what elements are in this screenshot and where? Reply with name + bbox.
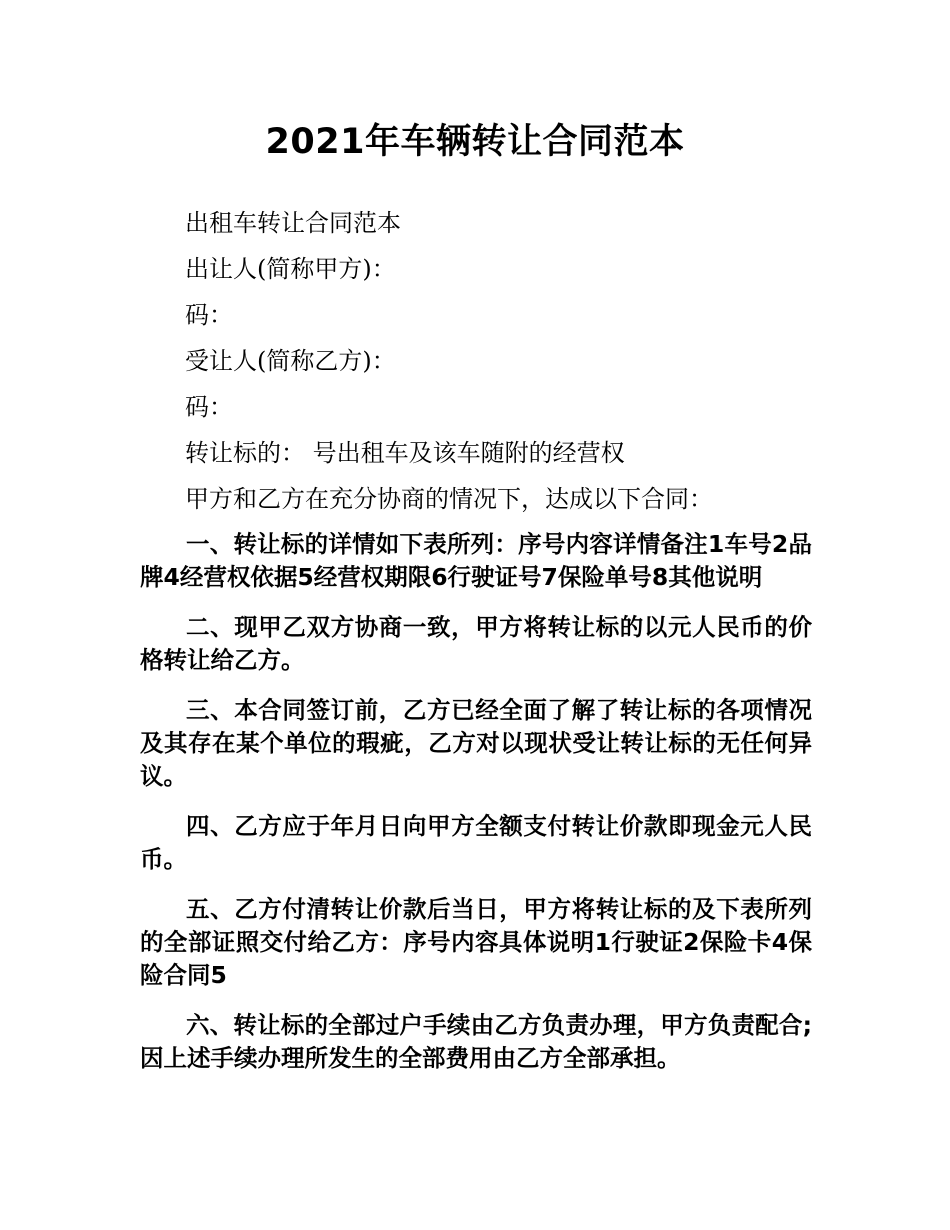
clause-3: 三、本合同签订前，乙方已经全面了解了转让标的各项情况及其存在某个单位的瑕疵，乙方对以现状受让转让标的无任何异议。: [140, 696, 812, 790]
intro-line-transferee: 受让人(简称乙方)：: [185, 347, 396, 375]
intro-line-transferor: 出让人(简称甲方)：: [185, 255, 396, 283]
clause-1: 一、转让标的详情如下表所列：序号内容详情备注1车号2品牌4经营权依据5经营权期限6行驶证号7保险单号8其他说明: [140, 530, 812, 591]
intro-line-heading: 出租车转让合同范本: [185, 209, 401, 237]
intro-line-code: 码：: [185, 393, 233, 421]
clause-4: 四、乙方应于年月日向甲方全额支付转让价款即现金元人民币。: [140, 812, 812, 873]
intro-line-subject: 转让标的： 号出租车及该车随附的经营权: [185, 439, 625, 467]
intro-lines: [185, 200, 845, 522]
clause-5: 五、乙方付清转让价款后当日，甲方将转让标的及下表所列的全部证照交付给乙方：序号内容具体说明1行驶证2保险卡4保险合同5: [140, 895, 812, 989]
document-title: 2021年车辆转让合同范本: [265, 122, 685, 162]
intro-line-code: 码：: [185, 301, 233, 329]
intro-line-agreement: 甲方和乙方在充分协商的情况下，达成以下合同：: [185, 485, 713, 513]
clause-6: 六、转让标的全部过户手续由乙方负责办理，甲方负责配合;因上述手续办理所发生的全部费用由乙方全部承担。: [140, 1011, 812, 1072]
clause-2: 二、现甲乙双方协商一致，甲方将转让标的以元人民币的价格转让给乙方。: [140, 613, 812, 674]
contract-clauses: [140, 528, 812, 1092]
